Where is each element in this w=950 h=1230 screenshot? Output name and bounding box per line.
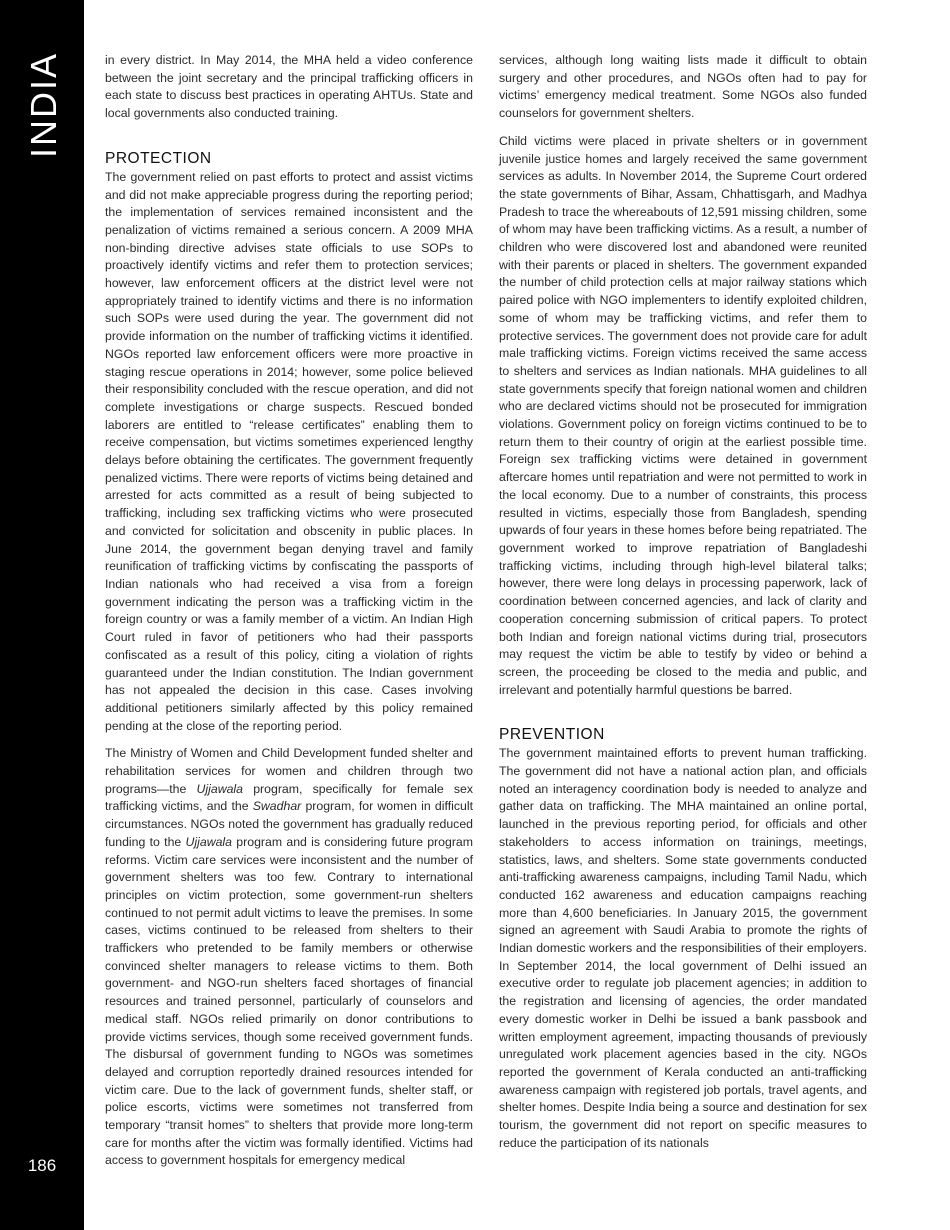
p2-text-d: program and is considering future program reforms. Victim care services were inconsistent and the number of government shelters was too few. Contrary to international principles on victim protection, some government-run shelters continued to not permit adult victims to leave the premises. In some cases, victims continued to be released from shelters to their traffickers who pretended to be family members or otherwise convinced shelter managers to release victims to them. Both government- and NGO-run shelters faced shortages of financial resources and trained personnel, particularly of counselors and medical staff. NGOs relied primarily on donor contributions to provide victims services, though some received government funds. The disbursal of government funding to NGOs was sometimes delayed and corruption reportedly drained resources intended for victim care. Due to the lack of government funds, shelter staff, or police escorts, victims were sometimes not transferred from temporary “transit homes” to shelters that provide more long-term care for months after the victim was formally identified. Victims had access to government hospitals for emergency medical xyxy=(105,834,473,1168)
ujjawala-term: Ujjawala xyxy=(196,781,244,796)
p2-text-c: program, for women in difficult circumstances. NGOs noted the government has gradually reduced funding to the xyxy=(105,799,473,849)
prevention-paragraph: The government maintained efforts to prevent human trafficking. The government did not have a national action plan, and officials noted an interagency coordination body is needed to analyze and gather data on trafficking. The MHA maintained an online portal, launched in the previous reporting period, for officials and other stakeholders to access information on trainings, meetings, statistics, laws, and shelters. Some state governments conducted anti-trafficking awareness campaigns, including Tamil Nadu, which conducted 162 awareness and education campaigns reaching more than 4,600 beneficiaries. In January 2015, the government signed an agreement with Saudi Arabia to promote the rights of Indian domestic workers and the responsibilities of their employers. In September 2014, the local government of Delhi issued an executive order to regulate job placement agencies; in addition to the registration and licensing of agencies, the order mandated every domestic worker in Delhi be issued a bank passbook and written employment agreement, impacting thousands of previously unregulated work placement agencies based in the city. NGOs reported the government of Kerala conducted an anti-trafficking awareness campaign with registered job portals, travel agents, and shelter homes. Despite India being a source and destination for sex tourism, the government did not report on specific measures to reduce the participation of its nationals xyxy=(499,746,867,1150)
swadhar-term: Swadhar xyxy=(252,799,302,814)
child-victims-paragraph: Child victims were placed in private shelters or in government juvenile justice homes and largely received the same government services as adults. In November 2014, the Supreme Court ordered the state governments of Bihar, Assam, Chhattisgarh, and Madhya Pradesh to trace the whereabouts of 12,591 missing children, some of whom may have been trafficking victims. As a result, a number of children who were discovered lost and abandoned were reunited with their parents or placed in shelters. The government expanded the number of child protection cells at major railway stations which paired police with NGO implementers to identify exploited children, some of whom may be trafficking victims, and refer them to protective services. The government does not provide care for adult male trafficking victims. Foreign victims received the same access to shelters and services as Indian nationals. MHA guidelines to all state governments specify that foreign national women and children who are declared victims should not be prosecuted for immigration violations. Government policy on foreign victims continued to be to return them to their country of origin at the earliest possible time. Foreign sex trafficking victims were detained in government aftercare homes until repatriation and were not permitted to work in the local economy. Due to a number of constraints, this process resulted in victims, especially those from Bangladesh, spending upwards of four years in these homes before being repatriated. The government worked to improve repatriation of Bangladeshi trafficking victims, including through high-level bilateral talks; however, there were long delays in processing paperwork, lack of coordination between concerned agencies, and lack of clarity and cooperation concerning submission of critical papers. To protect both Indian and foreign national victims during trial, prosecutors may request the victim be able to testify by video or behind a screen, the proceeding be closed to the media and public, and irrelevant and potentially harmful questions be barred. xyxy=(499,133,867,697)
protection-paragraph-2 xyxy=(105,745,473,1170)
p2-text-a: The Ministry of Women and Child Development funded shelter and rehabilitation services for women and children through two programs—the xyxy=(105,746,473,796)
medical-continuation-paragraph: services, although long waiting lists made it difficult to obtain surgery and other procedures, and NGOs often had to pay for victims’ emergency medical treatment. Some NGOs also funded counselors for government shelters. xyxy=(499,53,867,121)
protection-heading: PROTECTION xyxy=(105,149,212,167)
intro-paragraph: in every district. In May 2014, the MHA held a video conference between the joint secretary and the principal trafficking officers in each state to discuss best practices in operating AHTUs. State and local governments also conducted training. xyxy=(105,53,473,121)
right-column xyxy=(499,52,867,1152)
page-number: 186 xyxy=(27,1156,57,1175)
country-label: INDIA xyxy=(23,51,64,158)
sidebar xyxy=(0,0,84,1230)
ujjawala-term-2: Ujjawala xyxy=(185,834,233,849)
protection-paragraph-1: The government relied on past efforts to protect and assist victims and did not make appreciable progress during the reporting period; the implementation of services remained inconsistent and the penalization of victims remained a serious concern. A 2009 MHA non-binding directive advises state officials to use SOPs to proactively identify victims and refer them to protection services; however, law enforcement officers at the district level were not appropriately trained to identify victims and there is no information such SOPs were used during the year. The government did not provide information on the number of trafficking victims it identified. NGOs reported law enforcement officers were more proactive in staging rescue operations in 2014; however, some police believed their responsibility concluded with the rescue operation, and did not complete investigations or charge suspects. Rescued bonded laborers are entitled to “release certificates” enabling them to receive compensation, but victims sometimes experienced lengthy delays before obtaining the certificates. The government frequently penalized victims. There were reports of victims being detained and arrested for acts committed as a result of being subjected to trafficking, including sex trafficking victims who were prosecuted and convicted for solicitation and obscenity in public places. In June 2014, the government began denying travel and family reunification of trafficking victims by confiscating the passports of Indian nationals who had received a visa from a foreign government indicating the person was a trafficking victim in the foreign country or was a family member of a victim. An Indian High Court ruled in favor of petitioners who had their passports confiscated as a result of this policy, citing a violation of rights guaranteed under the Indian constitution. The Indian government has not appealed the decision in this case. Cases involving additional petitioners similarly affected by this policy remained pending at the close of the reporting period. xyxy=(105,169,473,733)
prevention-heading: PREVENTION xyxy=(499,726,605,744)
left-column xyxy=(105,52,473,1170)
p2-text-b: program, specifically for female sex trafficking victims, and the xyxy=(105,781,474,814)
